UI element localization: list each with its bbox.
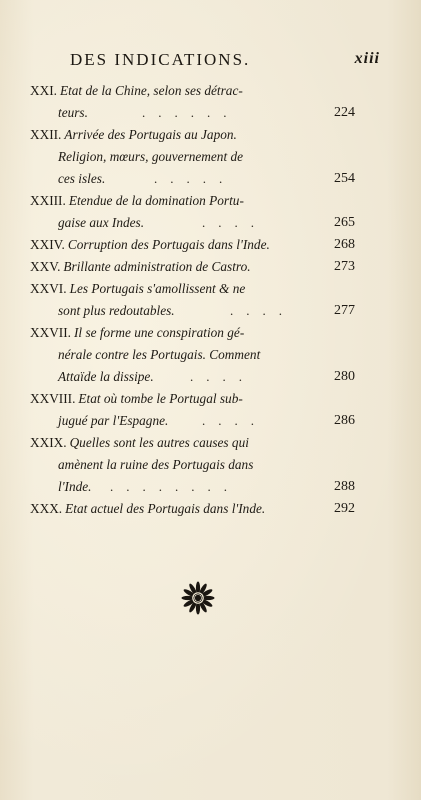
- chapter-number: XXVII.: [30, 325, 71, 340]
- toc-entry: [30, 322, 355, 388]
- toc-entry: [30, 124, 355, 190]
- chapter-number: XXIV.: [30, 237, 65, 252]
- page-number: 273: [334, 259, 355, 274]
- folio-number: xiii: [354, 50, 380, 67]
- toc-entry: [30, 256, 355, 278]
- chapter-number: XXVIII.: [30, 391, 76, 406]
- running-head: [70, 50, 380, 74]
- page-number: 265: [334, 215, 355, 230]
- toc-entry: [30, 498, 355, 520]
- chapter-number: XXII.: [30, 127, 62, 142]
- entry-text: Etat de la Chine, selon ses détrac-: [59, 83, 243, 98]
- dot-leader: ....: [230, 303, 295, 318]
- entry-line: [30, 454, 355, 476]
- dot-leader: ....: [202, 413, 267, 428]
- running-title: DES INDICATIONS.: [70, 50, 251, 69]
- entry-line: [30, 476, 355, 498]
- entry-text: Etendue de la domination Portu-: [68, 193, 244, 208]
- toc-entry: [30, 278, 355, 322]
- page-number: 268: [334, 237, 355, 252]
- table-of-contents: [30, 80, 355, 520]
- entry-text: Religion, mœurs, gouvernement de: [58, 149, 244, 164]
- entry-text: nérale contre les Portugais. Comment: [58, 347, 261, 362]
- entry-text: amènent la ruine des Portugais dans: [58, 457, 254, 472]
- entry-text: sont plus redoutables.: [58, 303, 175, 318]
- entry-line: [30, 366, 355, 388]
- entry-line: [30, 124, 355, 146]
- chapter-number: XXIX.: [30, 435, 67, 450]
- entry-line: [30, 498, 355, 520]
- entry-line: [30, 168, 355, 190]
- entry-text: l'Inde.: [58, 479, 92, 494]
- dot-leader: ....: [190, 369, 255, 384]
- entry-text: Les Portugais s'amollissent & ne: [69, 281, 246, 296]
- chapter-number: XXVI.: [30, 281, 67, 296]
- entry-line: [30, 234, 355, 256]
- entry-line: [30, 102, 355, 124]
- page-number: 280: [334, 369, 355, 384]
- entry-text: Etat où tombe le Portugal sub-: [78, 391, 243, 406]
- page-number: 254: [334, 171, 355, 186]
- entry-text: Brillante administration de Castro.: [63, 259, 251, 274]
- page-number: 288: [334, 479, 355, 494]
- entry-line: [30, 190, 355, 212]
- entry-text: Corruption des Portugais dans l'Inde.: [67, 237, 270, 252]
- entry-line: [30, 212, 355, 234]
- entry-text: ces isles.: [58, 171, 106, 186]
- toc-entry: [30, 234, 355, 256]
- entry-line: [30, 388, 355, 410]
- toc-entry: [30, 190, 355, 234]
- chapter-number: XXI.: [30, 83, 57, 98]
- entry-text: Quelles sont les autres causes qui: [69, 435, 249, 450]
- page-number: 292: [334, 501, 355, 516]
- toc-entry: [30, 388, 355, 432]
- chapter-number: XXX.: [30, 501, 63, 516]
- dot-leader: .....: [154, 171, 236, 186]
- entry-line: [30, 278, 355, 300]
- entry-line: [30, 300, 355, 322]
- entry-text: gaise aux Indes.: [58, 215, 145, 230]
- toc-entry: [30, 80, 355, 124]
- page-number: 277: [334, 303, 355, 318]
- entry-line: [30, 432, 355, 454]
- entry-line: [30, 80, 355, 102]
- entry-line: [30, 146, 355, 168]
- entry-line: [30, 410, 355, 432]
- entry-text: Etat actuel des Portugais dans l'Inde.: [65, 501, 266, 516]
- entry-line: [30, 322, 355, 344]
- page-number: 224: [334, 105, 355, 120]
- toc-entry: [30, 432, 355, 498]
- entry-line: [30, 344, 355, 366]
- entry-text: Arrivée des Portugais au Japon.: [64, 127, 237, 142]
- entry-text: teurs.: [58, 105, 88, 120]
- dot-leader: ....: [202, 215, 267, 230]
- entry-line: [30, 256, 355, 278]
- entry-text: Il se forme une conspiration gé-: [74, 325, 245, 340]
- chapter-number: XXIII.: [30, 193, 66, 208]
- page-number: 286: [334, 413, 355, 428]
- flower-ornament-icon: [180, 580, 216, 616]
- dot-leader: ......: [142, 105, 240, 120]
- entry-text: jugué par l'Espagne.: [58, 413, 169, 428]
- chapter-number: XXV.: [30, 259, 61, 274]
- entry-text: Attaïde la dissipe.: [58, 369, 154, 384]
- dot-leader: ........: [110, 479, 240, 494]
